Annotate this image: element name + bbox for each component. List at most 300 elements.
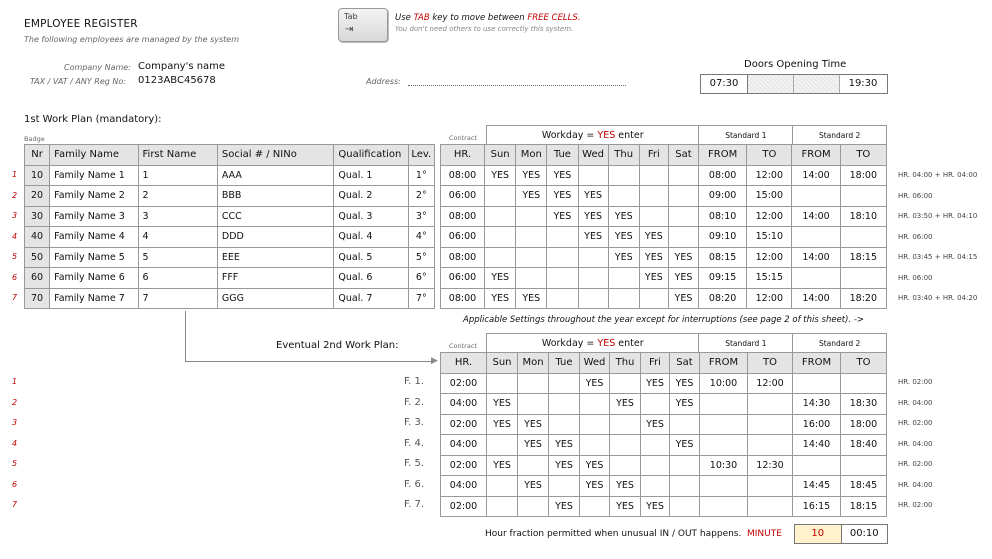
column-header: Mon xyxy=(516,145,547,166)
qualification-cell[interactable]: Qual. 4 xyxy=(334,227,408,248)
std2-from-cell[interactable]: 16:00 xyxy=(793,414,841,435)
std1-from-cell[interactable]: 10:00 xyxy=(700,373,748,394)
workday-cell[interactable] xyxy=(578,268,608,289)
minute-box xyxy=(794,524,888,544)
row-index: 5 xyxy=(12,459,18,468)
std1-from-cell[interactable]: 09:15 xyxy=(699,268,747,289)
family-name-cell[interactable]: Family Name 4 xyxy=(50,227,138,248)
workday-cell[interactable]: YES xyxy=(639,227,668,248)
hours-note: HR. 06:00 xyxy=(898,273,933,282)
table-row xyxy=(25,288,887,309)
workday-header-2: Workday = YES enter xyxy=(487,334,699,353)
std1-to-cell[interactable]: 12:00 xyxy=(748,373,793,394)
contract-hours-cell[interactable]: 04:00 xyxy=(441,435,487,456)
family-name-cell[interactable]: Family Name 7 xyxy=(50,288,138,309)
workday-cell[interactable] xyxy=(487,373,518,394)
family-name-cell[interactable]: Family Name 1 xyxy=(50,165,138,186)
hours-note: HR. 02:00 xyxy=(898,419,933,427)
company-field[interactable]: Company's name xyxy=(138,61,226,72)
workday-cell[interactable] xyxy=(549,476,580,497)
workday-cell[interactable] xyxy=(580,394,610,415)
social-cell[interactable]: AAA xyxy=(217,165,334,186)
workday-cell[interactable] xyxy=(641,476,670,497)
workday-cell[interactable] xyxy=(670,496,700,517)
doors-hatch xyxy=(748,75,794,93)
tax-label: TAX / VAT / ANY Reg No: xyxy=(30,77,126,86)
hours-note: HR. 03:45 + HR. 04:15 xyxy=(898,253,978,261)
workday-cell[interactable] xyxy=(670,455,700,476)
hours-note: HR. 04:00 + HR. 04:00 xyxy=(898,171,978,179)
workday-cell[interactable] xyxy=(549,373,580,394)
doors-close-field[interactable]: 19:30 xyxy=(848,78,878,89)
tab-key-label: Tab xyxy=(344,12,358,21)
contract-hours-cell[interactable]: 02:00 xyxy=(441,414,487,435)
std2-to-cell[interactable]: 18:40 xyxy=(841,435,887,456)
contract-hours-cell[interactable]: 02:00 xyxy=(441,373,487,394)
workday-cell[interactable]: YES xyxy=(485,165,516,186)
contract-label-2: Contract xyxy=(449,342,477,350)
social-cell[interactable]: DDD xyxy=(217,227,334,248)
std1-from-cell[interactable]: 08:20 xyxy=(699,288,747,309)
social-cell[interactable]: CCC xyxy=(217,206,334,227)
workday-cell[interactable] xyxy=(487,496,518,517)
std1-to-cell[interactable]: 15:00 xyxy=(747,186,792,207)
table-row xyxy=(441,496,887,517)
workday-cell[interactable]: YES xyxy=(610,496,641,517)
column-header: Fri xyxy=(641,353,670,374)
workday-cell[interactable]: YES xyxy=(610,394,641,415)
badge-cell[interactable]: 20 xyxy=(25,186,50,207)
workday-cell[interactable]: YES xyxy=(487,394,518,415)
first-name-cell[interactable]: 6 xyxy=(138,268,217,289)
row-index: 6 xyxy=(12,479,18,489)
workday-cell[interactable] xyxy=(549,394,580,415)
std1-from-cell[interactable]: 09:10 xyxy=(699,227,747,248)
plan-code: F. 6. xyxy=(404,478,425,490)
column-header: TO xyxy=(748,353,793,374)
workday-cell[interactable] xyxy=(608,288,639,309)
workday-cell[interactable]: YES xyxy=(670,394,700,415)
workday-cell[interactable] xyxy=(610,414,641,435)
workday-cell[interactable]: YES xyxy=(639,268,668,289)
workday-cell[interactable] xyxy=(487,435,518,456)
workday-cell[interactable] xyxy=(608,186,639,207)
first-name-cell[interactable]: 2 xyxy=(138,186,217,207)
row-index: 4 xyxy=(12,438,18,448)
standard1-header: Standard 1 xyxy=(699,126,793,147)
badge-cell[interactable]: 40 xyxy=(25,227,50,248)
plan-code: F. 5. xyxy=(404,458,425,469)
level-cell[interactable]: 4° xyxy=(408,227,434,248)
badge-cell[interactable]: 70 xyxy=(25,288,50,309)
column-header: FROM xyxy=(699,145,747,166)
workday-cell[interactable]: YES xyxy=(518,414,549,435)
workday-cell[interactable] xyxy=(547,268,578,289)
std2-from-cell[interactable]: 16:15 xyxy=(793,496,841,517)
column-header: Mon xyxy=(518,353,549,374)
std2-to-cell[interactable]: 18:00 xyxy=(841,414,887,435)
level-cell[interactable]: 7° xyxy=(408,288,434,309)
contract-label: Contract xyxy=(449,134,477,142)
table-row xyxy=(25,165,887,186)
hours-note: HR. 03:50 + HR. 04:10 xyxy=(898,212,978,220)
std2-to-cell[interactable]: 18:30 xyxy=(841,394,887,415)
plan1-table xyxy=(24,144,887,309)
workday-cell[interactable]: YES xyxy=(518,476,549,497)
workday-cell[interactable]: YES xyxy=(668,268,698,289)
workday-cell[interactable]: YES xyxy=(547,186,578,207)
std1-to-cell[interactable]: 15:10 xyxy=(747,227,792,248)
workday-cell[interactable]: YES xyxy=(518,435,549,456)
std1-from-cell[interactable]: 10:30 xyxy=(700,455,748,476)
workday-cell[interactable]: YES xyxy=(608,227,639,248)
workday-cell[interactable] xyxy=(516,268,547,289)
std1-from-cell[interactable]: 08:10 xyxy=(699,206,747,227)
qualification-cell[interactable]: Qual. 5 xyxy=(334,247,408,268)
first-name-cell[interactable]: 5 xyxy=(138,247,217,268)
row-index: 7 xyxy=(12,293,18,302)
workday-cell[interactable]: YES xyxy=(485,288,516,309)
column-header: FROM xyxy=(793,353,841,374)
workday-cell[interactable] xyxy=(485,227,516,248)
plan2-table xyxy=(440,352,887,517)
std2-to-cell[interactable] xyxy=(840,227,886,248)
workday-cell[interactable] xyxy=(610,373,641,394)
workday-cell[interactable] xyxy=(485,206,516,227)
workday-cell[interactable] xyxy=(549,414,580,435)
row-index: 1 xyxy=(12,377,18,386)
workday-cell[interactable]: YES xyxy=(547,165,578,186)
std2-to-cell[interactable]: 18:15 xyxy=(841,496,887,517)
workday-cell[interactable] xyxy=(610,435,641,456)
column-header: TO xyxy=(840,145,886,166)
standard2-header: Standard 2 xyxy=(793,126,887,147)
workday-cell[interactable]: YES xyxy=(578,206,608,227)
social-cell[interactable]: EEE xyxy=(217,247,334,268)
table-row xyxy=(25,186,887,207)
column-header: FROM xyxy=(700,353,748,374)
column-header: Sun xyxy=(485,145,516,166)
std2-from-cell[interactable] xyxy=(793,455,841,476)
std1-to-cell[interactable] xyxy=(748,476,793,497)
workday-cell[interactable]: YES xyxy=(668,288,698,309)
workday-cell[interactable] xyxy=(580,414,610,435)
contract-hours-cell[interactable]: 08:00 xyxy=(440,247,484,268)
workday-cell[interactable] xyxy=(485,186,516,207)
table-row xyxy=(25,247,887,268)
badge-cell[interactable]: 10 xyxy=(25,165,50,186)
column-header: Fri xyxy=(639,145,668,166)
row-index: 3 xyxy=(12,211,18,220)
workday-cell[interactable] xyxy=(639,165,668,186)
minute-time: 00:10 xyxy=(849,528,879,539)
std1-to-cell[interactable] xyxy=(748,414,793,435)
std1-from-cell[interactable]: 09:00 xyxy=(699,186,747,207)
workday-cell[interactable] xyxy=(547,288,578,309)
badge-cell[interactable]: 50 xyxy=(25,247,50,268)
std2-from-cell[interactable]: 14:30 xyxy=(793,394,841,415)
std1-to-cell[interactable]: 12:30 xyxy=(748,455,793,476)
std2-to-cell[interactable] xyxy=(841,373,887,394)
workday-cell[interactable] xyxy=(668,206,698,227)
workday-cell[interactable] xyxy=(670,476,700,497)
level-cell[interactable]: 1° xyxy=(408,165,434,186)
std1-from-cell[interactable] xyxy=(700,496,748,517)
std2-from-cell[interactable] xyxy=(793,373,841,394)
hours-note: HR. 03:40 + HR. 04:20 xyxy=(898,294,978,302)
workday-cell[interactable]: YES xyxy=(549,435,580,456)
contract-hours-cell[interactable]: 06:00 xyxy=(440,186,484,207)
first-name-cell[interactable]: 4 xyxy=(138,227,217,248)
hours-note: HR. 04:00 xyxy=(898,439,933,448)
workday-cell[interactable]: YES xyxy=(549,496,580,517)
workday-cell[interactable]: YES xyxy=(670,435,700,456)
social-cell[interactable]: GGG xyxy=(217,288,334,309)
arrow-right-icon: ▶ xyxy=(431,356,438,366)
table-row xyxy=(441,455,887,476)
workday-cell[interactable]: YES xyxy=(578,186,608,207)
std1-to-cell[interactable]: 12:00 xyxy=(747,206,792,227)
row-index: 7 xyxy=(12,500,18,509)
doors-open-field[interactable]: 07:30 xyxy=(701,75,748,93)
std1-from-cell[interactable] xyxy=(700,476,748,497)
contract-hours-cell[interactable]: 04:00 xyxy=(441,476,487,497)
std1-to-cell[interactable]: 15:15 xyxy=(747,268,792,289)
workday-cell[interactable]: YES xyxy=(580,455,610,476)
workday-cell[interactable] xyxy=(608,268,639,289)
workday-cell[interactable] xyxy=(547,247,578,268)
standard2-header-2: Standard 2 xyxy=(793,334,887,353)
workday-cell[interactable] xyxy=(668,186,698,207)
std1-to-cell[interactable] xyxy=(748,496,793,517)
hours-note: HR. 06:00 xyxy=(898,232,933,241)
first-name-cell[interactable]: 1 xyxy=(138,165,217,186)
plan-code: F. 3. xyxy=(404,417,425,428)
tab-hint-line2: You don't need others to use correctly this system. xyxy=(395,25,574,33)
std2-from-cell[interactable]: 14:40 xyxy=(793,435,841,456)
std1-to-cell[interactable] xyxy=(748,435,793,456)
workday-cell[interactable] xyxy=(547,227,578,248)
badge-cell[interactable]: 30 xyxy=(25,206,50,227)
page-subtitle: The following employees are managed by the system xyxy=(24,35,240,44)
workday-cell[interactable]: YES xyxy=(549,455,580,476)
std2-from-cell[interactable]: 14:00 xyxy=(792,288,840,309)
row-index: 4 xyxy=(12,231,18,241)
column-header: Wed xyxy=(580,353,610,374)
contract-hours-cell[interactable]: 08:00 xyxy=(440,165,484,186)
workday-cell[interactable]: YES xyxy=(485,268,516,289)
applicable-note: Applicable Settings throughout the year except for interruptions (see page 2 of this sheet). -> xyxy=(463,315,865,325)
std2-from-cell[interactable]: 14:00 xyxy=(792,165,840,186)
workday-cell[interactable] xyxy=(641,394,670,415)
tab-arrow-icon: ⇥ xyxy=(345,24,354,35)
footer-text: Hour fraction permitted when unusual IN / OUT happens. xyxy=(485,529,742,539)
badge-cell[interactable]: 60 xyxy=(25,268,50,289)
social-cell[interactable]: BBB xyxy=(217,186,334,207)
plan2-title: Eventual 2nd Work Plan: xyxy=(276,340,399,351)
workday-cell[interactable] xyxy=(670,414,700,435)
hours-note: HR. 06:00 xyxy=(898,191,933,200)
plan-code: F. 2. xyxy=(404,396,425,408)
tax-field[interactable]: 0123ABC45678 xyxy=(138,75,216,86)
page-title: EMPLOYEE REGISTER xyxy=(24,18,138,30)
std2-to-cell[interactable]: 18:20 xyxy=(840,288,886,309)
doors-opening-box xyxy=(700,74,888,94)
qualification-cell[interactable]: Qual. 3 xyxy=(334,206,408,227)
workday-cell[interactable] xyxy=(485,247,516,268)
std2-to-cell[interactable]: 18:10 xyxy=(840,206,886,227)
column-header: TO xyxy=(747,145,792,166)
workday-cell[interactable] xyxy=(580,435,610,456)
column-header: Thu xyxy=(608,145,639,166)
workday-cell[interactable] xyxy=(641,455,670,476)
social-cell[interactable]: FFF xyxy=(217,268,334,289)
plan-code: F. 4. xyxy=(404,437,425,449)
qualification-cell[interactable]: Qual. 7 xyxy=(334,288,408,309)
hours-note: HR. 04:00 xyxy=(898,398,933,407)
workday-cell[interactable] xyxy=(516,206,547,227)
contract-hours-cell[interactable]: 02:00 xyxy=(441,455,487,476)
family-name-cell[interactable]: Family Name 6 xyxy=(50,268,138,289)
std1-from-cell[interactable] xyxy=(700,394,748,415)
std2-from-cell[interactable] xyxy=(792,186,840,207)
row-index: 2 xyxy=(12,397,18,407)
std2-to-cell[interactable]: 18:45 xyxy=(841,476,887,497)
level-cell[interactable]: 5° xyxy=(408,247,434,268)
workday-cell[interactable]: YES xyxy=(580,373,610,394)
workday-cell[interactable] xyxy=(639,206,668,227)
hours-note: HR. 02:00 xyxy=(898,460,933,468)
std1-to-cell[interactable]: 12:00 xyxy=(747,165,792,186)
workday-cell[interactable]: YES xyxy=(641,496,670,517)
std1-to-cell[interactable]: 12:00 xyxy=(747,247,792,268)
workday-cell[interactable]: YES xyxy=(641,373,670,394)
plan2-group-header xyxy=(486,333,887,353)
workday-cell[interactable]: YES xyxy=(516,165,547,186)
std1-from-cell[interactable] xyxy=(700,435,748,456)
family-name-cell[interactable]: Family Name 2 xyxy=(50,186,138,207)
workday-cell[interactable] xyxy=(639,288,668,309)
qualification-cell[interactable]: Qual. 1 xyxy=(334,165,408,186)
workday-cell[interactable] xyxy=(668,165,698,186)
std2-from-cell[interactable]: 14:45 xyxy=(793,476,841,497)
row-index: 1 xyxy=(12,170,18,179)
contract-hours-cell[interactable]: 08:00 xyxy=(440,206,484,227)
contract-hours-cell[interactable]: 08:00 xyxy=(440,288,484,309)
level-cell[interactable]: 3° xyxy=(408,206,434,227)
workday-cell[interactable]: YES xyxy=(608,206,639,227)
level-cell[interactable]: 6° xyxy=(408,268,434,289)
std1-from-cell[interactable] xyxy=(700,414,748,435)
workday-cell[interactable]: YES xyxy=(580,476,610,497)
workday-cell[interactable] xyxy=(518,496,549,517)
contract-hours-cell[interactable]: 04:00 xyxy=(441,394,487,415)
workday-cell[interactable] xyxy=(639,186,668,207)
workday-cell[interactable] xyxy=(518,455,549,476)
workday-cell[interactable]: YES xyxy=(516,186,547,207)
workday-cell[interactable]: YES xyxy=(547,206,578,227)
table-row xyxy=(441,373,887,394)
workday-cell[interactable]: YES xyxy=(578,227,608,248)
workday-cell[interactable]: YES xyxy=(487,414,518,435)
contract-hours-cell[interactable]: 06:00 xyxy=(440,268,484,289)
column-header: Tue xyxy=(547,145,578,166)
workday-cell[interactable] xyxy=(641,435,670,456)
std2-from-cell[interactable] xyxy=(792,227,840,248)
workday-cell[interactable]: YES xyxy=(641,414,670,435)
workday-cell[interactable] xyxy=(580,496,610,517)
plan1-title: 1st Work Plan (mandatory): xyxy=(24,114,162,125)
workday-cell[interactable] xyxy=(668,227,698,248)
workday-cell[interactable] xyxy=(578,247,608,268)
column-header: Lev. xyxy=(408,145,434,166)
level-cell[interactable]: 2° xyxy=(408,186,434,207)
std2-from-cell[interactable]: 14:00 xyxy=(792,206,840,227)
column-header: Nr xyxy=(25,145,50,166)
workday-cell[interactable] xyxy=(516,227,547,248)
std1-to-cell[interactable] xyxy=(748,394,793,415)
doors-hatch xyxy=(794,75,840,93)
connector-line xyxy=(185,361,433,362)
minute-field[interactable]: 10 xyxy=(795,525,842,543)
workday-cell[interactable] xyxy=(518,394,549,415)
workday-cell[interactable]: YES xyxy=(516,288,547,309)
first-name-cell[interactable]: 7 xyxy=(138,288,217,309)
std2-to-cell[interactable] xyxy=(841,455,887,476)
std2-from-cell[interactable] xyxy=(792,268,840,289)
table-row xyxy=(441,414,887,435)
workday-cell[interactable]: YES xyxy=(639,247,668,268)
column-header: Social # / NINo xyxy=(217,145,334,166)
workday-cell[interactable]: YES xyxy=(670,373,700,394)
std2-to-cell[interactable]: 18:15 xyxy=(840,247,886,268)
column-header: HR. xyxy=(440,145,484,166)
workday-cell[interactable]: YES xyxy=(668,247,698,268)
std2-to-cell[interactable] xyxy=(840,268,886,289)
workday-cell[interactable] xyxy=(518,373,549,394)
workday-cell[interactable] xyxy=(516,247,547,268)
workday-cell[interactable]: YES xyxy=(487,455,518,476)
workday-cell[interactable] xyxy=(578,165,608,186)
std2-from-cell[interactable]: 14:00 xyxy=(792,247,840,268)
std2-to-cell[interactable] xyxy=(840,186,886,207)
std1-to-cell[interactable]: 12:00 xyxy=(747,288,792,309)
family-name-cell[interactable]: Family Name 5 xyxy=(50,247,138,268)
std2-to-cell[interactable]: 18:00 xyxy=(840,165,886,186)
minute-label: MINUTE xyxy=(747,529,782,539)
column-header: Tue xyxy=(549,353,580,374)
workday-cell[interactable] xyxy=(487,476,518,497)
qualification-cell[interactable]: Qual. 6 xyxy=(334,268,408,289)
column-header: Sun xyxy=(487,353,518,374)
workday-cell[interactable] xyxy=(608,165,639,186)
workday-cell[interactable] xyxy=(578,288,608,309)
doors-title: Doors Opening Time xyxy=(744,59,847,70)
contract-hours-cell[interactable]: 02:00 xyxy=(441,496,487,517)
hours-note: HR. 02:00 xyxy=(898,378,933,386)
contract-hours-cell[interactable]: 06:00 xyxy=(440,227,484,248)
workday-cell[interactable] xyxy=(610,455,641,476)
qualification-cell[interactable]: Qual. 2 xyxy=(334,186,408,207)
family-name-cell[interactable]: Family Name 3 xyxy=(50,206,138,227)
workday-cell[interactable]: YES xyxy=(608,247,639,268)
std1-from-cell[interactable]: 08:00 xyxy=(699,165,747,186)
std1-from-cell[interactable]: 08:15 xyxy=(699,247,747,268)
workday-cell[interactable]: YES xyxy=(610,476,641,497)
first-name-cell[interactable]: 3 xyxy=(138,206,217,227)
address-field[interactable] xyxy=(408,77,626,86)
column-header: Family Name xyxy=(50,145,138,166)
